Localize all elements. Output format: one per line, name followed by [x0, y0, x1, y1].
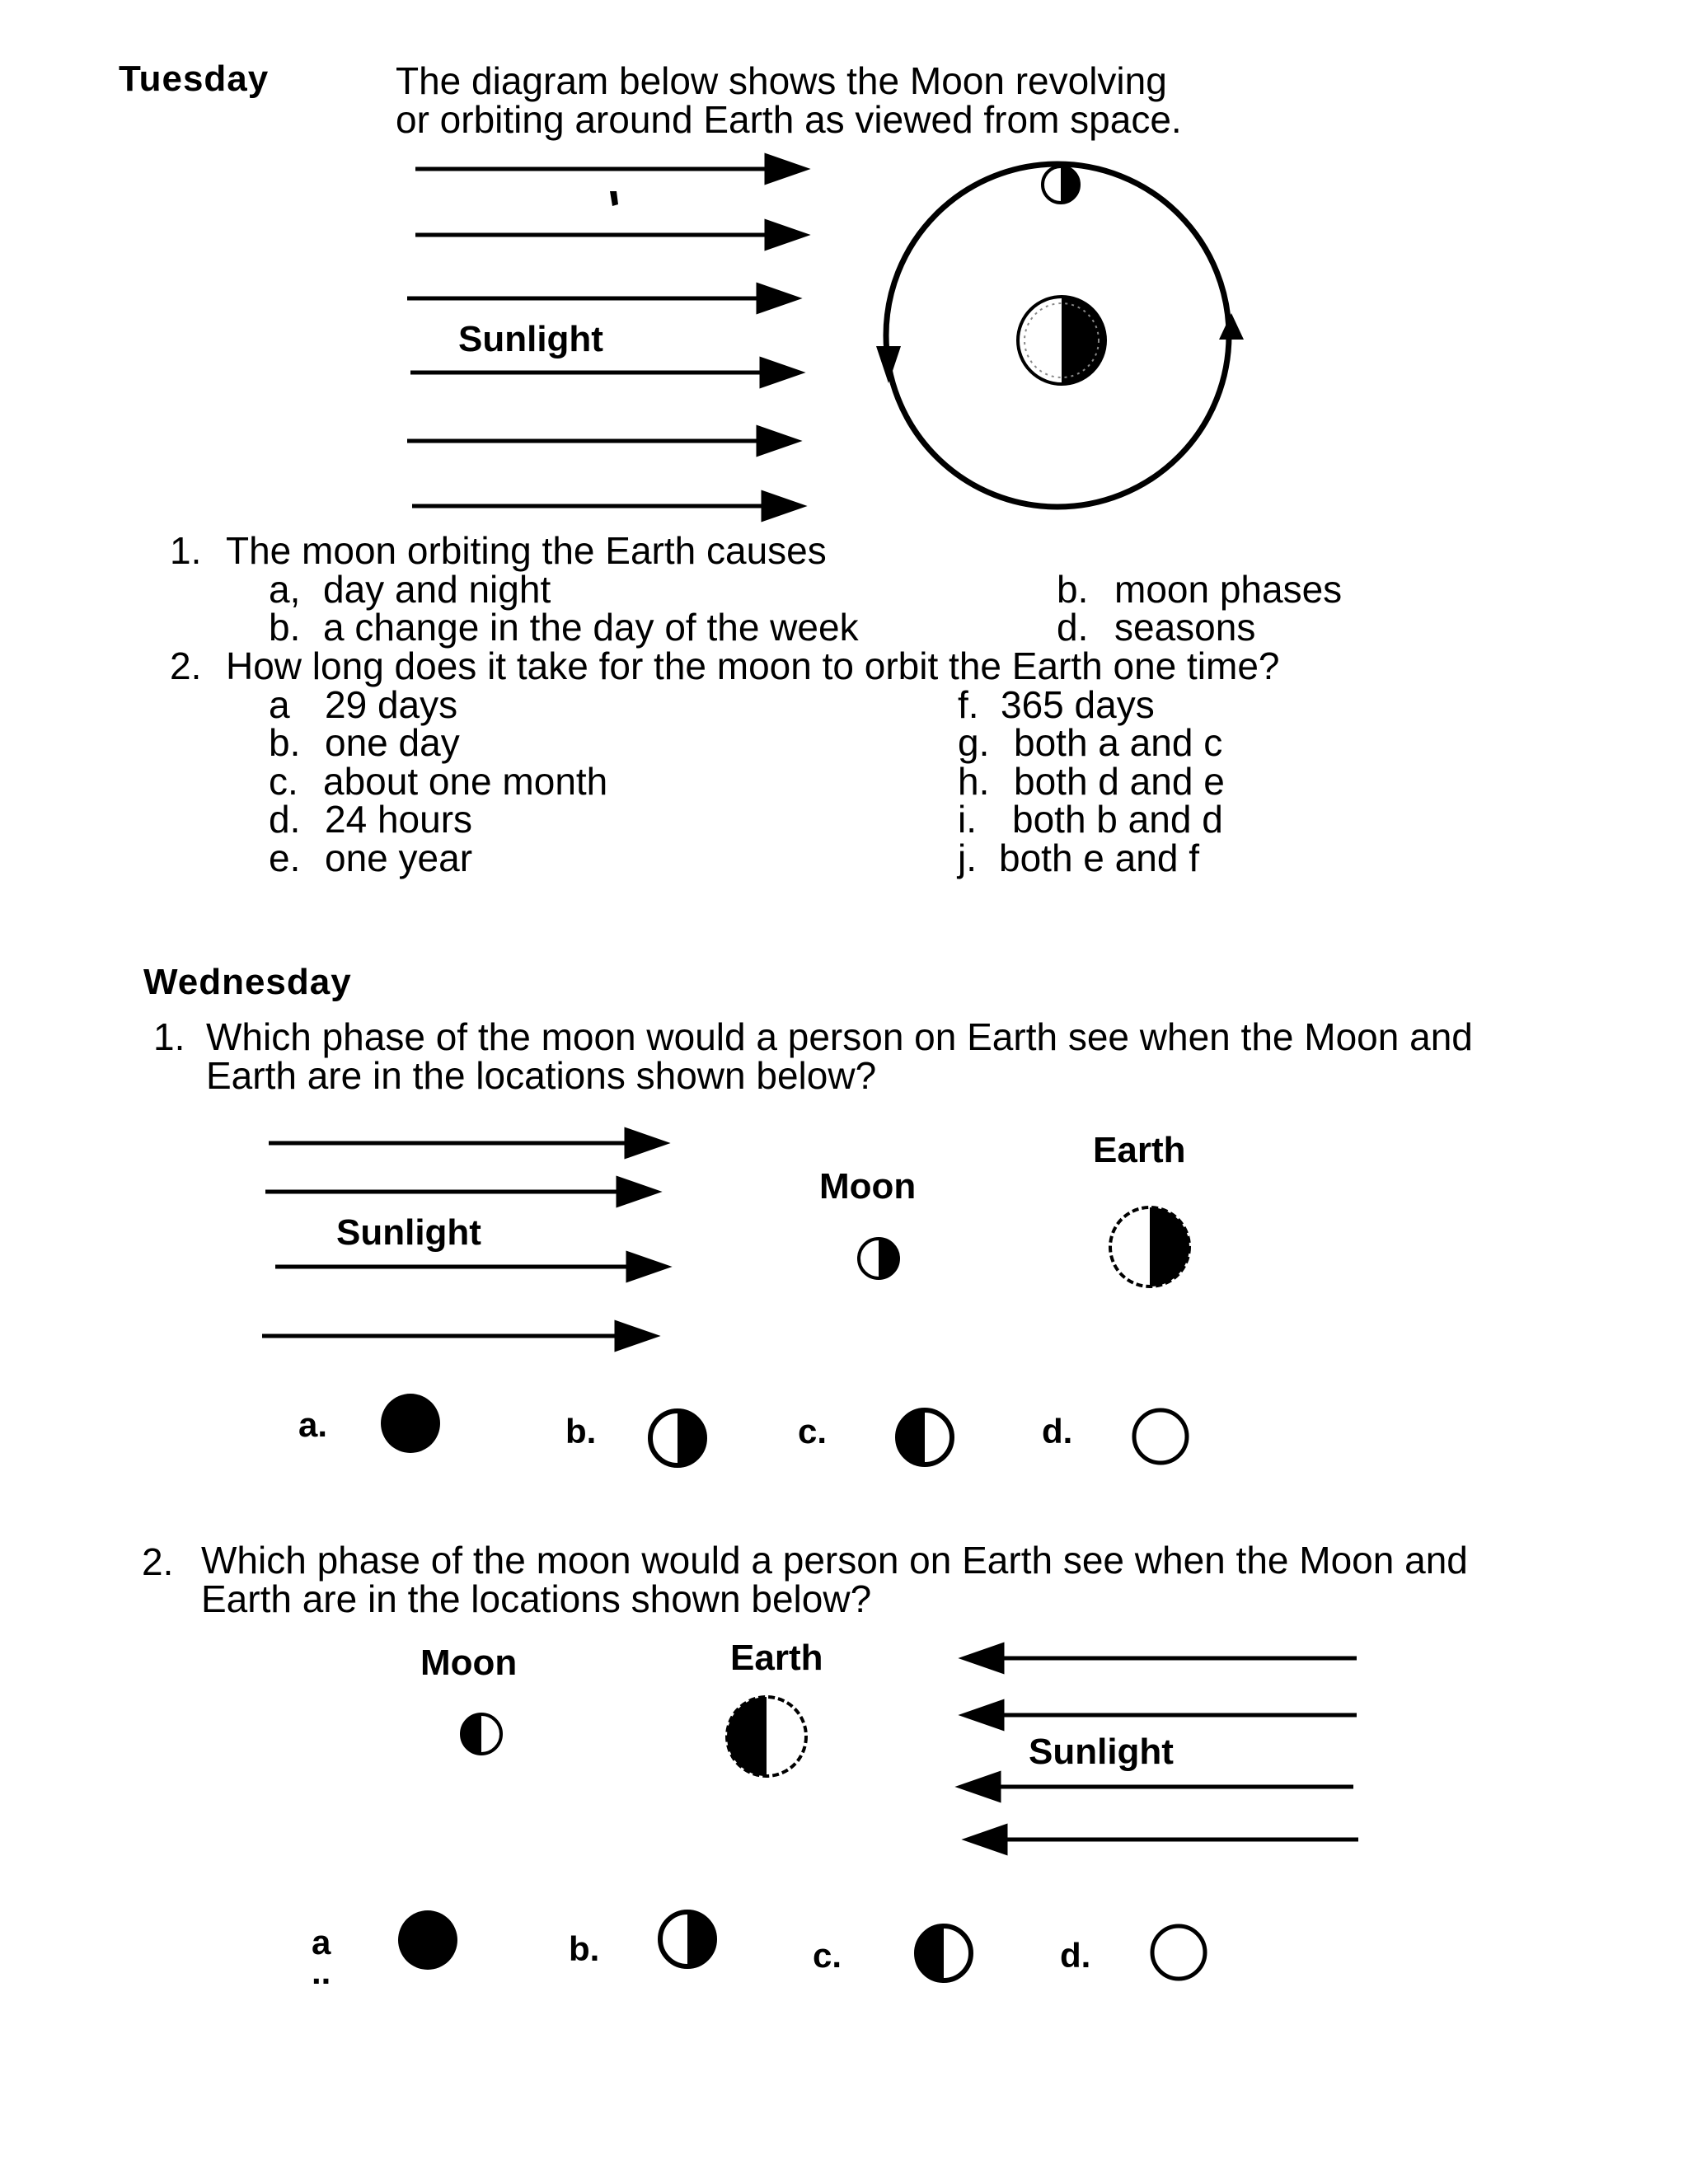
- arrowhead: [968, 1826, 1006, 1853]
- wed-q1-answer-a-full-moon-dark-icon: [381, 1394, 440, 1453]
- arrowhead: [763, 493, 801, 519]
- tue-q2-opt-text: 365 days: [1001, 683, 1155, 726]
- tue-q2-number: 2.: [170, 644, 202, 687]
- tue-q2-opt-text: one day: [325, 721, 460, 764]
- wed-q1-answer-b-letter: b.: [565, 1412, 597, 1451]
- tuesday-sunlight-arrows: [407, 156, 804, 519]
- wed-q2-answer-d-empty-moon-icon: [1152, 1926, 1205, 1979]
- tue-q2-opt-letter: g.: [958, 721, 990, 764]
- tue-q1-opt-text: seasons: [1114, 606, 1256, 649]
- wed-q1-moon-icon: [859, 1239, 898, 1278]
- wed-q1-answer-a-letter: a.: [298, 1405, 328, 1444]
- tue-q2-opt-letter: c.: [269, 760, 298, 803]
- wed-q2-answer-b-half-moon-right-dark-icon: [660, 1912, 715, 1966]
- tuesday-intro-line2: or orbiting around Earth as viewed from space.: [396, 98, 1182, 141]
- tue-q2-opt-letter: f.: [958, 683, 979, 726]
- tue-q2-opt-text: both b and d: [1012, 798, 1223, 841]
- tue-q2-opt-text: 29 days: [325, 683, 458, 726]
- wed-q2-answer-a-letter: a: [312, 1923, 331, 1961]
- arrowhead: [758, 428, 796, 454]
- tue-q2-opt-letter: b.: [269, 721, 301, 764]
- tue-q1-opt-letter: b.: [1057, 568, 1089, 611]
- wed-q1-answer-c-half-moon-left-dark-icon: [898, 1410, 952, 1465]
- arrowhead: [964, 1702, 1002, 1728]
- tue-q1-opt-letter: d.: [1057, 606, 1089, 649]
- wed-q1-answer-c-letter: c.: [798, 1412, 828, 1451]
- wed-q2-answer-d-letter: d.: [1060, 1936, 1091, 1975]
- tue-q2-opt-letter: d.: [269, 798, 301, 841]
- wed-q2-answer-a-dots: ..: [312, 1952, 331, 1991]
- wed-q1-sunlight-arrows: [262, 1130, 666, 1349]
- wed-q1-answer-b-half-moon-right-dark-icon: [650, 1411, 705, 1465]
- tue-q1-text: The moon orbiting the Earth causes: [226, 529, 827, 572]
- wed-q1-earth-icon: [1110, 1207, 1189, 1286]
- wed-q1-answer-d-letter: d.: [1042, 1412, 1073, 1451]
- arrowhead: [626, 1130, 664, 1156]
- tue-q2-text: How long does it take for the moon to orbit the Earth one time?: [226, 644, 1280, 687]
- tue-q2-opt-text: both e and f: [999, 837, 1199, 879]
- tue-q2-opt-text: about one month: [323, 760, 608, 803]
- wed-q1-sunlight-label: Sunlight: [336, 1212, 481, 1253]
- tue-q2-opt-letter: j.: [958, 837, 977, 879]
- wed-q2-sunlight-label: Sunlight: [1029, 1732, 1174, 1772]
- tue-q1-opt-text: day and night: [323, 568, 551, 611]
- arrowhead: [758, 285, 796, 312]
- tue-q2-opt-letter: a: [269, 683, 290, 726]
- wed-q2-answer-c-half-moon-left-dark-icon: [917, 1926, 971, 1980]
- wed-q2-answer-b-letter: b.: [569, 1929, 600, 1968]
- orbit-diagram: [876, 164, 1244, 507]
- wed-q2-number: 2.: [142, 1540, 174, 1583]
- wed-q2-sunlight-arrows: [961, 1645, 1358, 1853]
- tuesday-sunlight-label: Sunlight: [458, 319, 603, 359]
- wed-q1-number: 1.: [153, 1015, 185, 1058]
- tue-q2-opt-letter: h.: [958, 760, 990, 803]
- wed-q2-moon-icon: [462, 1714, 501, 1754]
- tuesday-label: Tuesday: [119, 59, 270, 99]
- arrowhead: [617, 1323, 654, 1349]
- arrowhead: [628, 1254, 666, 1280]
- wed-q2-line1: Which phase of the moon would a person on Earth see when the Moon and: [201, 1539, 1468, 1582]
- wed-q2-earth-icon: [727, 1697, 806, 1776]
- tue-q2-opt-text: 24 hours: [325, 798, 473, 841]
- earth-icon: [1018, 297, 1105, 384]
- tue-q2-opt-text: one year: [325, 837, 473, 879]
- arrowhead: [767, 222, 804, 248]
- tuesday-intro-line1: The diagram below shows the Moon revolving: [396, 59, 1167, 102]
- arrowhead: [762, 359, 799, 386]
- tue-q1-opt-letter: a,: [269, 568, 301, 611]
- arrowhead: [961, 1774, 999, 1800]
- arrowhead: [618, 1179, 656, 1205]
- tue-q1-opt-text: moon phases: [1114, 568, 1343, 611]
- orbit-direction-arrow-up: [1219, 313, 1244, 340]
- orbit-direction-arrow-down: [876, 346, 901, 383]
- tue-q1-opt-text: a change in the day of the week: [323, 606, 859, 649]
- wed-q2-line2: Earth are in the locations shown below?: [201, 1577, 872, 1620]
- wed-q1-line1: Which phase of the moon would a person on Earth see when the Moon and: [206, 1015, 1473, 1058]
- tue-q2-opt-letter: e.: [269, 837, 301, 879]
- wed-q2-earth-label: Earth: [730, 1638, 823, 1678]
- arrowhead: [767, 156, 804, 182]
- stray-mark: [610, 191, 618, 206]
- wed-q1-moon-label: Moon: [819, 1166, 917, 1207]
- moon-icon: [1043, 166, 1079, 203]
- wed-q1-answer-d-empty-moon-icon: [1134, 1410, 1187, 1463]
- tue-q2-opt-text: both d and e: [1014, 760, 1225, 803]
- wed-q2-answer-c-letter: c.: [813, 1936, 842, 1975]
- arrowhead: [964, 1645, 1002, 1671]
- tue-q1-opt-letter: b.: [269, 606, 301, 649]
- wed-q1-line2: Earth are in the locations shown below?: [206, 1054, 877, 1097]
- tue-q2-opt-letter: i.: [958, 798, 977, 841]
- wednesday-label: Wednesday: [143, 962, 352, 1002]
- tue-q1-number: 1.: [170, 529, 202, 572]
- tue-q2-opt-text: both a and c: [1014, 721, 1223, 764]
- wed-q2-moon-label: Moon: [420, 1643, 518, 1683]
- wed-q2-answer-a-full-moon-dark-icon: [398, 1910, 457, 1970]
- wed-q1-earth-label: Earth: [1093, 1130, 1186, 1170]
